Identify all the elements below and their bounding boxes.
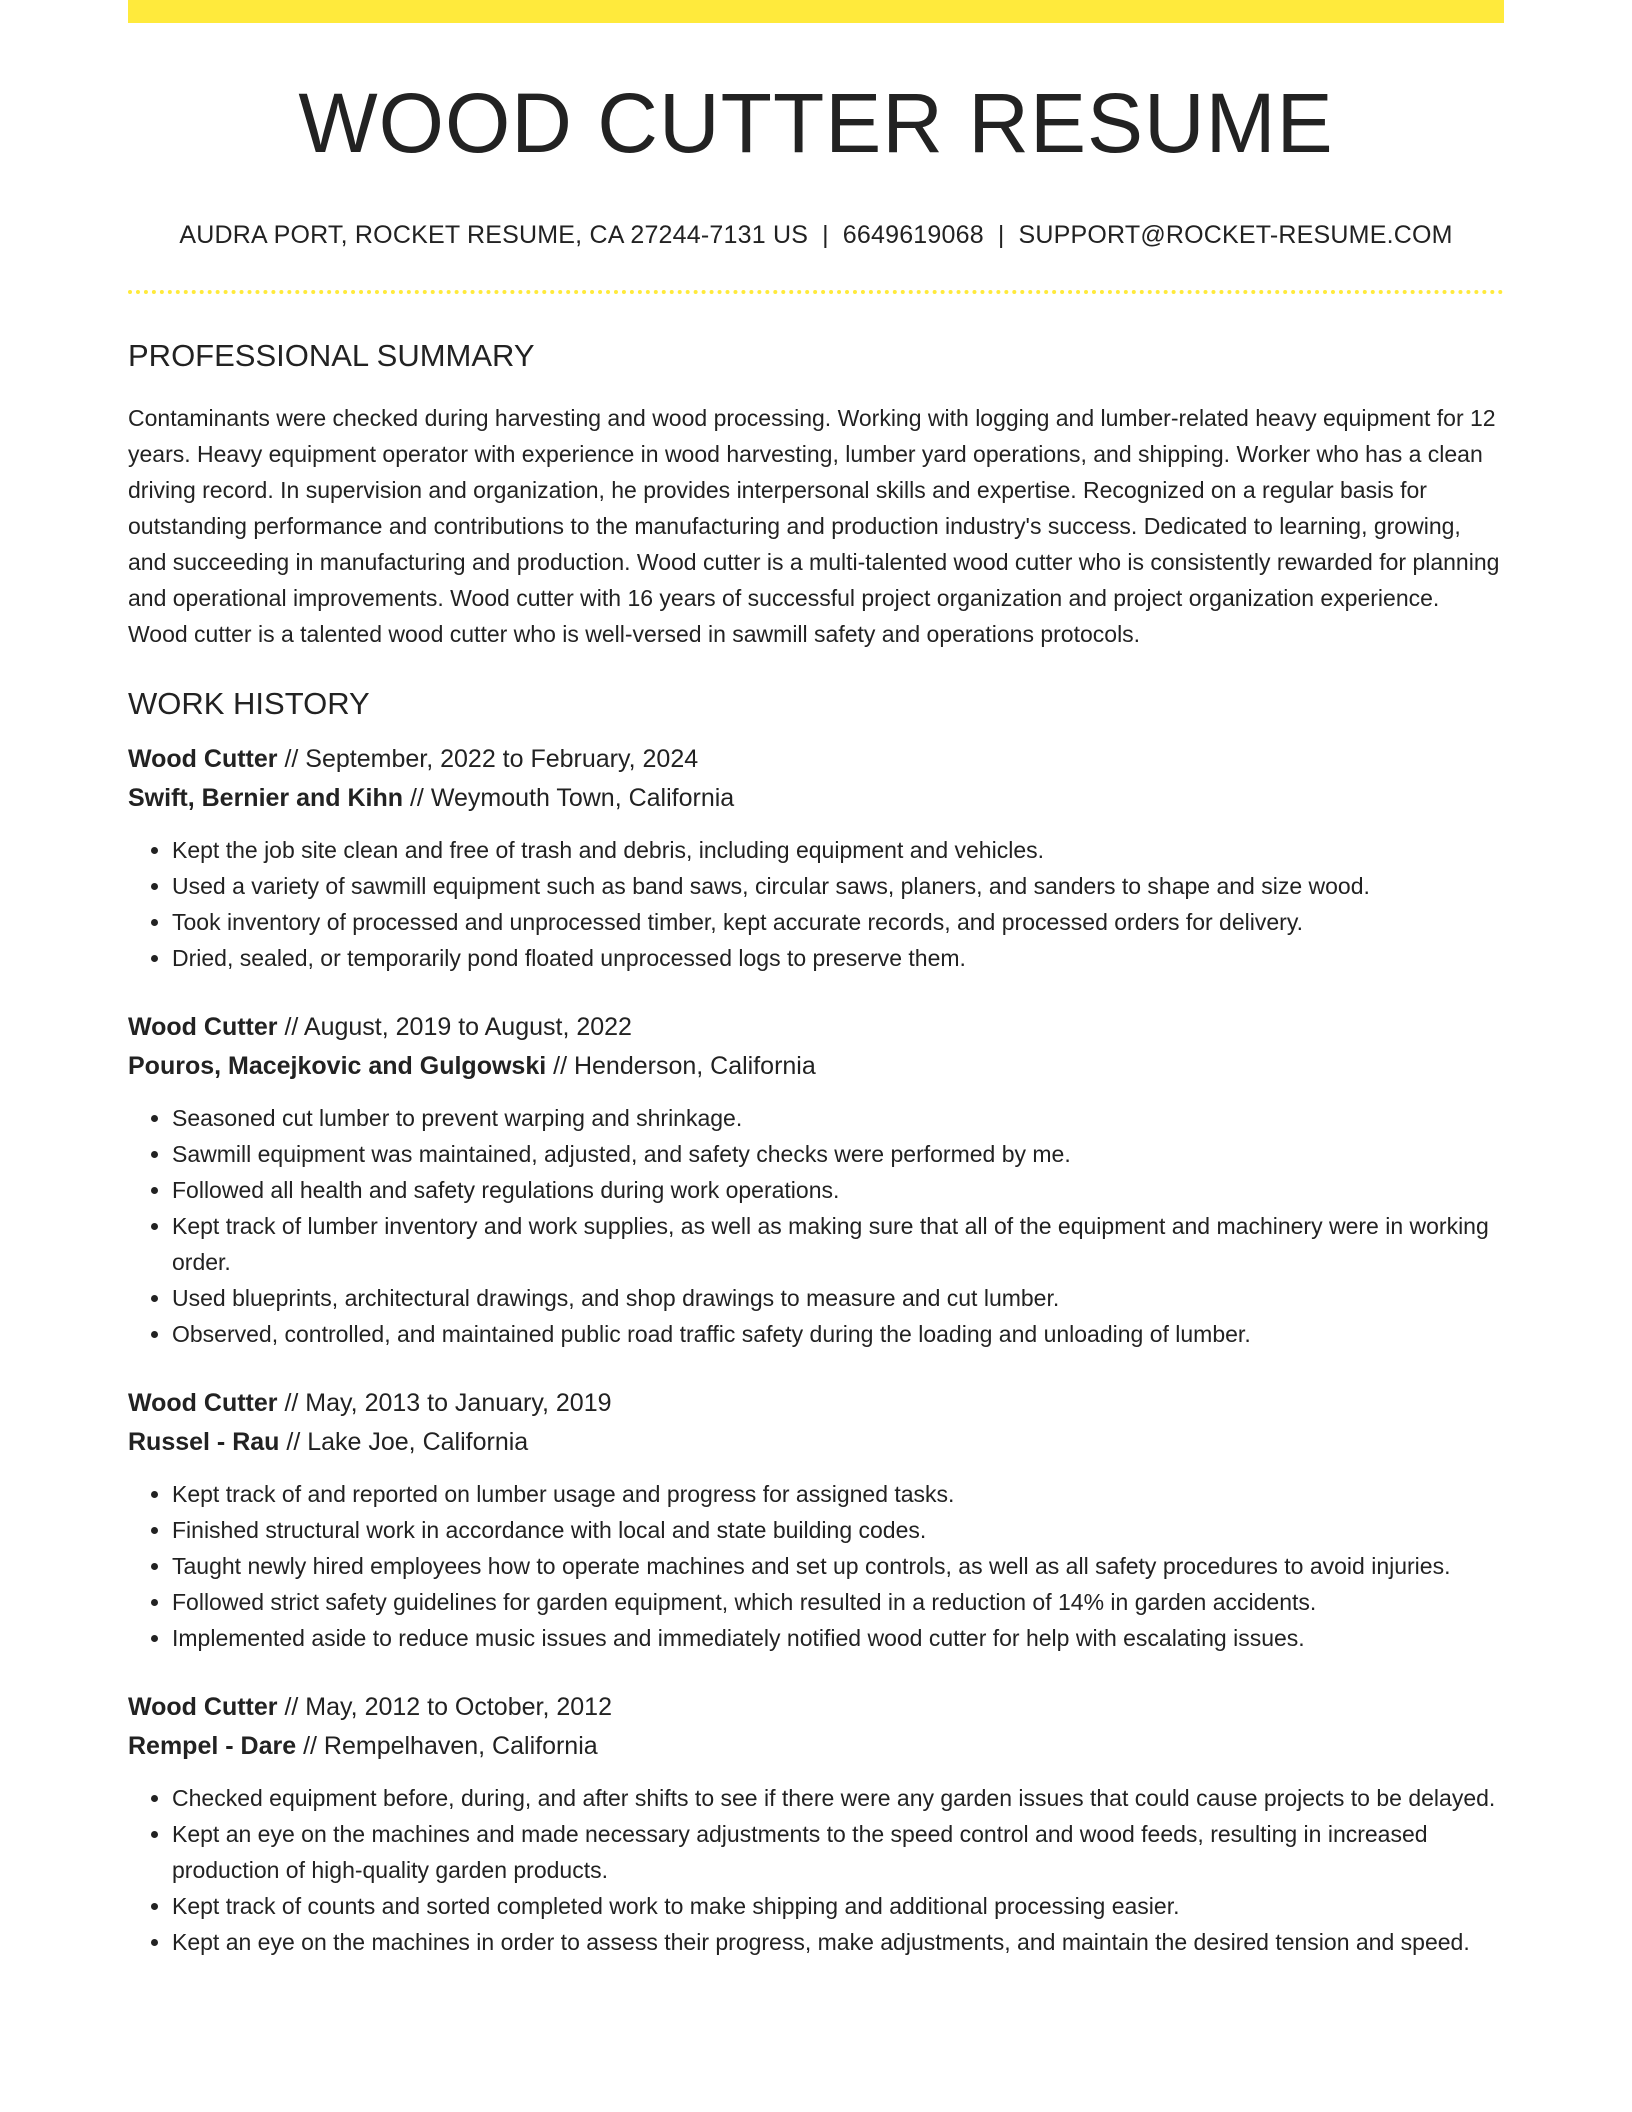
- contact-separator: |: [997, 221, 1005, 249]
- job-dates: // May, 2013 to January, 2019: [277, 1389, 612, 1417]
- contact-address: AUDRA PORT, ROCKET RESUME, CA 27244-7131 US: [179, 221, 809, 249]
- job-duty-item: • Checked equipment before, during, and after shifts to see if there were any garden issues that could cause projects to be delayed.: [172, 1780, 1504, 1816]
- job-title: Wood Cutter: [128, 1693, 278, 1721]
- page-title: WOOD CUTTER RESUME: [298, 76, 1334, 170]
- job-location: // Henderson, California: [546, 1052, 816, 1080]
- work-history-heading: WORK HISTORY: [128, 686, 370, 721]
- job-dates: // August, 2019 to August, 2022: [277, 1013, 632, 1041]
- job-duty-item: • Kept track of counts and sorted completed work to make shipping and additional processing easier.: [172, 1888, 1504, 1924]
- job-company-line: [128, 779, 1504, 818]
- job-company-line: [128, 1423, 1504, 1462]
- job-company: Pouros, Macejkovic and Gulgowski: [128, 1052, 547, 1080]
- job-dates: // September, 2022 to February, 2024: [277, 745, 699, 773]
- job-company-line: [128, 1727, 1504, 1766]
- job-duty-item: • Finished structural work in accordance with local and state building codes.: [172, 1512, 1504, 1548]
- contact-separator: |: [822, 221, 829, 249]
- job-entry: [128, 1688, 1504, 1960]
- job-duty-item: • Kept an eye on the machines and made necessary adjustments to the speed control and wood feeds, resulting in increased production of high-quality garden products.: [172, 1816, 1504, 1888]
- job-entry: [128, 1384, 1504, 1656]
- job-duties-list: [128, 1100, 1504, 1352]
- job-duty-item: • Used blueprints, architectural drawings, and shop drawings to measure and cut lumber.: [172, 1280, 1504, 1316]
- work-history-list: [128, 740, 1504, 1960]
- job-duty-item: • Implemented aside to reduce music issues and immediately notified wood cutter for help with escalating issues.: [172, 1620, 1504, 1656]
- job-duty-item: • Used a variety of sawmill equipment such as band saws, circular saws, planers, and sanders to shape and size wood.: [172, 868, 1504, 904]
- contact-phone: 6649619068: [842, 221, 984, 249]
- job-company: Swift, Bernier and Kihn: [128, 784, 404, 812]
- job-location: // Rempelhaven, California: [296, 1732, 598, 1760]
- job-company: Rempel - Dare: [128, 1732, 297, 1760]
- header-divider: [128, 290, 1504, 294]
- job-duty-item: • Kept an eye on the machines in order to assess their progress, make adjustments, and maintain the desired tension and speed.: [172, 1924, 1504, 1960]
- job-duty-item: • Took inventory of processed and unprocessed timber, kept accurate records, and processed orders for delivery.: [172, 904, 1504, 940]
- job-duties-list: [128, 1780, 1504, 1960]
- job-duty-item: • Dried, sealed, or temporarily pond floated unprocessed logs to preserve them.: [172, 940, 1504, 976]
- job-company-line: [128, 1047, 1504, 1086]
- job-title: Wood Cutter: [128, 1013, 278, 1041]
- job-location: // Lake Joe, California: [279, 1428, 529, 1456]
- summary-heading: PROFESSIONAL SUMMARY: [128, 338, 535, 373]
- job-duty-item: • Observed, controlled, and maintained public road traffic safety during the loading and unloading of lumber.: [172, 1316, 1504, 1352]
- job-location: // Weymouth Town, California: [403, 784, 735, 812]
- job-title-line: [128, 1384, 1504, 1423]
- job-title: Wood Cutter: [128, 1389, 278, 1417]
- job-duty-item: • Taught newly hired employees how to operate machines and set up controls, as well as all safety procedures to avoid injuries.: [172, 1548, 1504, 1584]
- contact-line: [128, 221, 1504, 250]
- job-duty-item: • Seasoned cut lumber to prevent warping and shrinkage.: [172, 1100, 1504, 1136]
- job-entry: [128, 1008, 1504, 1352]
- job-duty-item: • Followed all health and safety regulations during work operations.: [172, 1172, 1504, 1208]
- job-duties-list: [128, 832, 1504, 976]
- contact-email: SUPPORT@ROCKET-RESUME.COM: [1018, 221, 1453, 249]
- job-duty-item: • Kept the job site clean and free of trash and debris, including equipment and vehicles.: [172, 832, 1504, 868]
- job-title-line: [128, 740, 1504, 779]
- job-dates: // May, 2012 to October, 2012: [277, 1693, 612, 1721]
- job-title-line: [128, 1008, 1504, 1047]
- job-title: Wood Cutter: [128, 745, 278, 773]
- job-duty-item: • Kept track of lumber inventory and work supplies, as well as making sure that all of the equipment and machinery were in working order.: [172, 1208, 1504, 1280]
- job-duty-item: • Followed strict safety guidelines for garden equipment, which resulted in a reduction of 14% in garden accidents.: [172, 1584, 1504, 1620]
- job-entry: [128, 740, 1504, 976]
- job-title-line: [128, 1688, 1504, 1727]
- summary-text: Contaminants were checked during harvesting and wood processing. Working with logging and lumber-related heavy equipment for 12 years. Heavy equipment operator with experience in wood harvesting, lumber yard operations, and shipping. Worker who has a clean driving record. In supervision and organization, he provides interpersonal skills and expertise. Recognized on a regular basis for outstanding performance and contributions to the manufacturing and production industry's success. Dedicated to learning, growing, and succeeding in manufacturing and production. Wood cutter is a multi-talented wood cutter who is consistently rewarded for planning and operational improvements. Wood cutter with 16 years of successful project organization and project organization experience. Wood cutter is a talented wood cutter who is well-versed in sawmill safety and operations protocols.: [128, 405, 1500, 647]
- job-company: Russel - Rau: [128, 1428, 280, 1456]
- job-duty-item: • Sawmill equipment was maintained, adjusted, and safety checks were performed by me.: [172, 1136, 1504, 1172]
- job-duty-item: • Kept track of and reported on lumber usage and progress for assigned tasks.: [172, 1476, 1504, 1512]
- top-accent-bar: [128, 0, 1504, 23]
- job-duties-list: [128, 1476, 1504, 1656]
- resume-page: [128, 0, 1504, 1960]
